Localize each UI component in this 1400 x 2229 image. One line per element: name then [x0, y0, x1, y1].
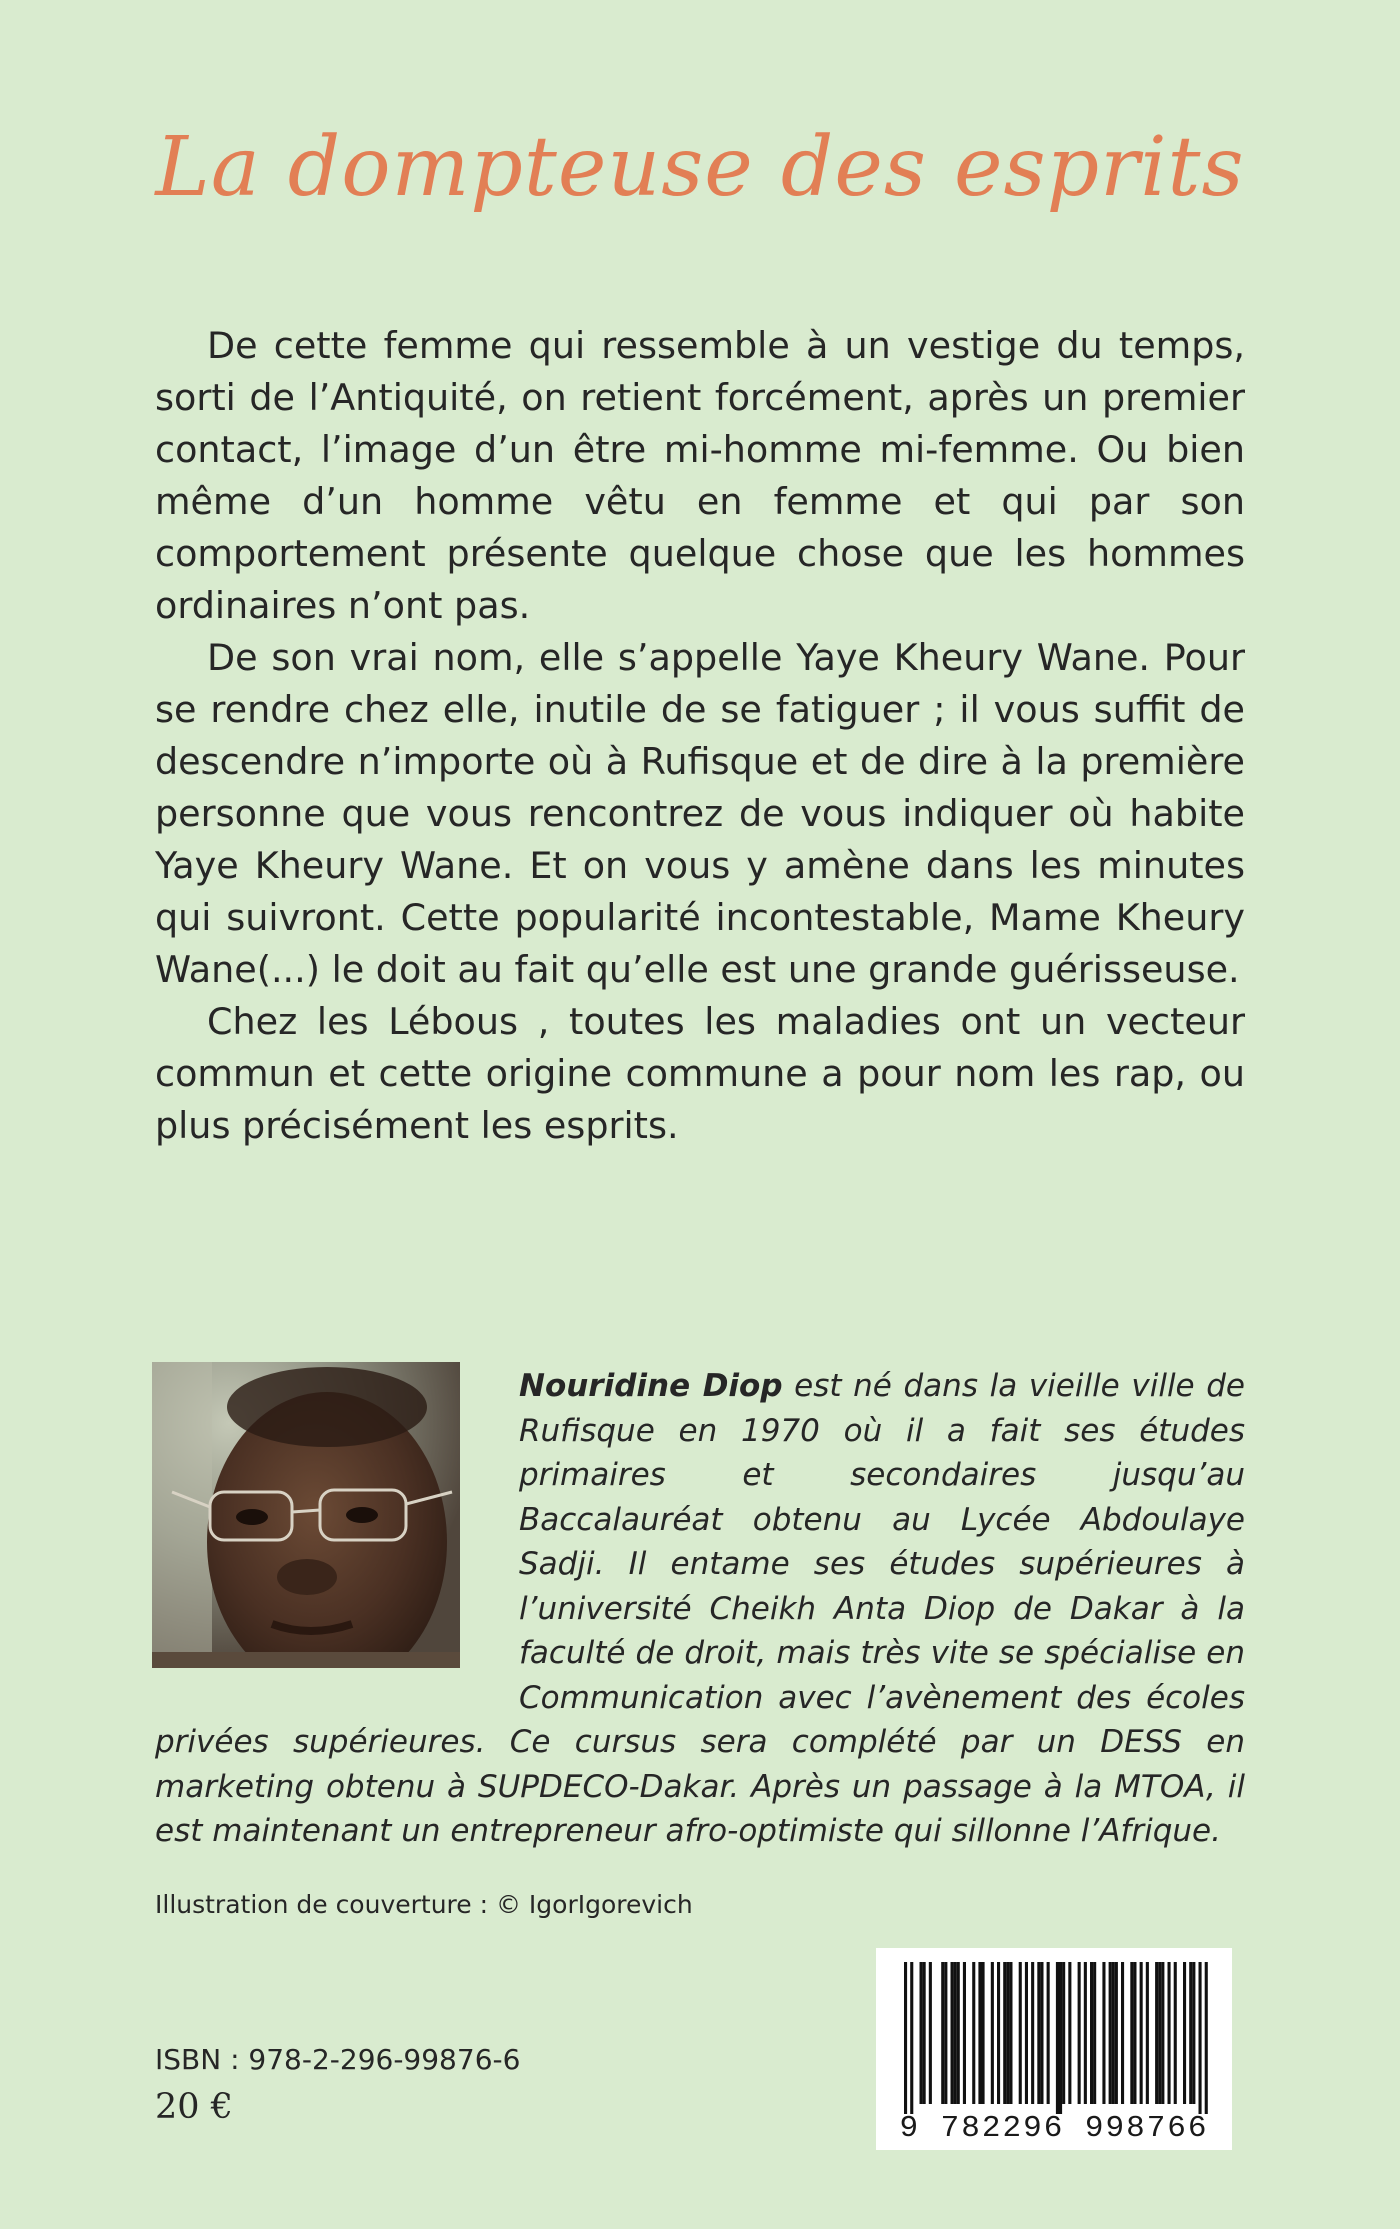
barcode-bar [1199, 1962, 1202, 2114]
barcode-bar [1146, 1962, 1149, 2104]
barcode-bar [957, 1962, 960, 2104]
barcode-bar [1056, 1962, 1059, 2114]
barcode-bar [910, 1962, 913, 2114]
barcode-bar [1059, 1962, 1062, 2114]
barcode [876, 1948, 1232, 2150]
barcode-bar [1174, 1962, 1177, 2104]
barcode-bar [1121, 1962, 1124, 2104]
barcode-bar [1161, 1962, 1164, 2104]
barcode-bar [941, 1962, 944, 2104]
barcode-bar [1009, 1962, 1012, 2104]
author-bio [155, 1364, 1245, 1854]
barcode-bar [1112, 1962, 1115, 2104]
barcode-bar [1130, 1962, 1133, 2104]
barcode-bar [923, 1962, 926, 2104]
barcode-bar [1133, 1962, 1136, 2104]
barcode-bar [1090, 1962, 1093, 2104]
barcode-bar [982, 1962, 985, 2104]
barcode-bar [963, 1962, 966, 2104]
barcode-bar [1115, 1962, 1118, 2104]
barcode-bar [997, 1962, 1000, 2104]
barcode-bar [1019, 1962, 1022, 2104]
barcode-bar [1183, 1962, 1186, 2104]
barcode-bar [1040, 1962, 1043, 2104]
author-bio-body: est né dans la vieille ville de Rufisque en 1970 où il a fait ses études primaires et secondaires jusqu’au Baccalauréat obtenu au Lycée Abdoulaye Sadji. Il entame ses études supérieures à l’université Cheikh Anta Diop de Dakar à la faculté de droit, mais très vite se spécialise en Communication avec l’avènement des écoles privées supérieures. Ce cursus sera complété par un DESS en marketing obtenu à SUPDECO-Dakar. Après un passage à la MTOA, il est maintenant un entrepreneur afro-optimiste qui sillonne l’Afrique. [155, 1368, 1245, 1849]
summary-paragraph: De cette femme qui ressemble à un vestige du temps, sorti de l’Antiquité, on retient forcément, après un premier contact, l’image d’un être mi-homme mi-femme. Ou bien même d’un homme vêtu en femme et qui par son comportement présente quelque chose que les hommes ordinaires n’ont pas. [155, 324, 1245, 627]
summary-paragraph: De son vrai nom, elle s’appelle Yaye Kheury Wane. Pour se rendre chez elle, inutile de se fatiguer ; il vous suffit de descendre n’importe où à Rufisque et de dire à la première personne que vous rencontrez de vous indiquer où habite Yaye Kheury Wane. Et on vous y amène dans les minutes qui suivront. Cette popularité incontestable, Mame Kheury Wane(...) le doit au fait qu’elle est une grande guérisseuse. [155, 636, 1245, 991]
summary-text [155, 320, 1245, 1152]
barcode-bar [1006, 1962, 1009, 2104]
barcode-digits: 9 782296 998766 [899, 2111, 1209, 2146]
barcode-bar [944, 1962, 947, 2104]
isbn: ISBN : 978-2-296-99876-6 [155, 2043, 521, 2076]
barcode-bar [1158, 1962, 1161, 2104]
barcode-bar [1155, 1962, 1158, 2104]
barcode-bar [1068, 1962, 1071, 2104]
barcode-bar [1062, 1962, 1065, 2104]
barcode-bar [1192, 1962, 1195, 2104]
barcode-bar [1168, 1962, 1171, 2104]
barcode-bar [1031, 1962, 1034, 2104]
barcode-bar [972, 1962, 975, 2104]
barcode-bar [1047, 1962, 1050, 2104]
barcode-bar [1025, 1962, 1028, 2104]
barcode-bar [1093, 1962, 1096, 2104]
illustration-credit: Illustration de couverture : © IgorIgorevich [155, 1890, 693, 1919]
barcode-bar [991, 1962, 994, 2104]
barcode-bar [978, 1962, 981, 2104]
barcode-bar [904, 1962, 907, 2114]
barcode-bar [1078, 1962, 1081, 2104]
barcode-bar [920, 1962, 923, 2104]
barcode-bar [1102, 1962, 1105, 2104]
author-name: Nouridine Diop [519, 1368, 783, 1404]
barcode-bar [1037, 1962, 1040, 2104]
barcode-bar [1140, 1962, 1143, 2104]
page-title: La dompteuse des esprits [155, 120, 1245, 215]
barcode-bar [1109, 1962, 1112, 2104]
barcode-bar [951, 1962, 954, 2104]
barcode-bar [1189, 1962, 1192, 2104]
barcode-bar [929, 1962, 932, 2104]
barcode-bar [1084, 1962, 1087, 2104]
price: 20 € [155, 2087, 233, 2127]
barcode-bar [1205, 1962, 1208, 2114]
barcode-bar [954, 1962, 957, 2104]
barcode-bar [1003, 1962, 1006, 2104]
summary-paragraph: Chez les Lébous , toutes les maladies ont un vecteur commun et cette origine commune a pour nom les rap, ou plus précisément les esprits. [155, 1000, 1245, 1147]
